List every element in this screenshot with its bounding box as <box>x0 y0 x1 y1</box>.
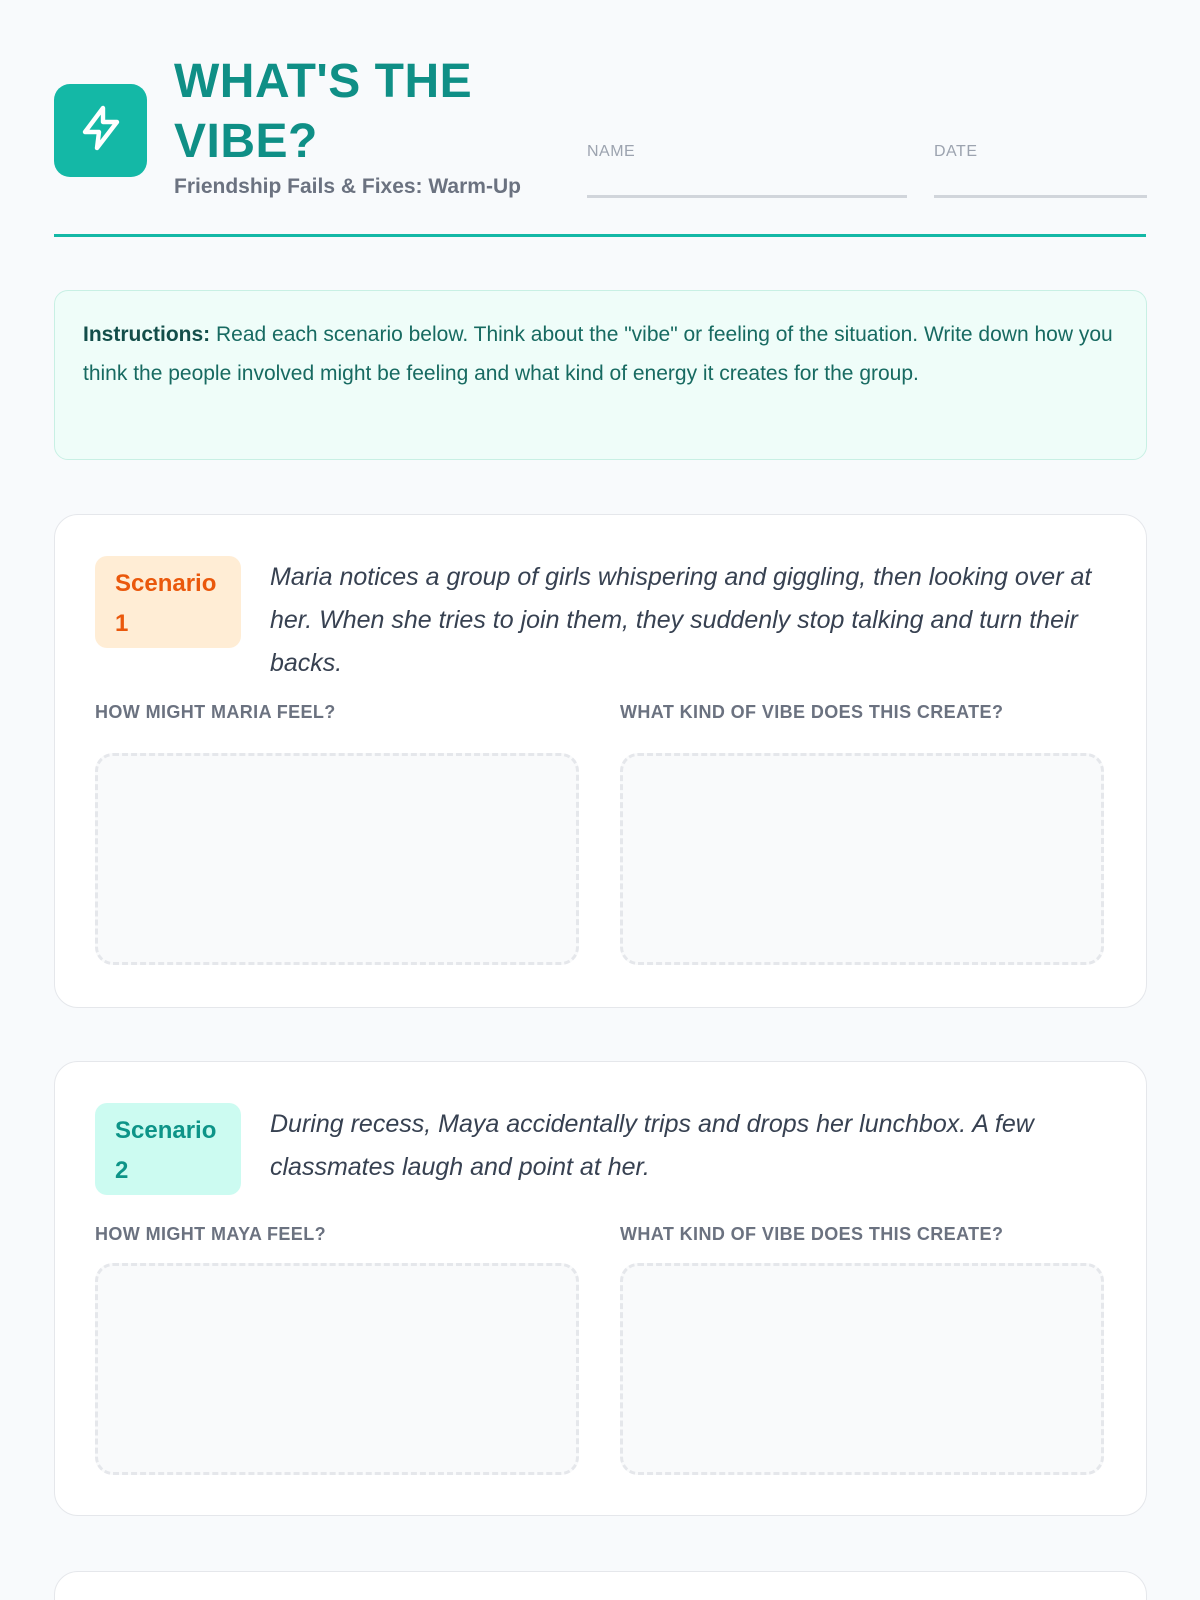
page-title: WHAT'S THE VIBE? <box>174 55 473 168</box>
lightning-icon <box>77 104 125 157</box>
feel-answer-box[interactable] <box>95 1263 579 1475</box>
page-subtitle: Friendship Fails & Fixes: Warm-Up <box>174 175 521 198</box>
logo-badge <box>54 84 147 177</box>
scenario-card <box>54 1061 1147 1516</box>
name-line[interactable] <box>587 195 907 198</box>
feel-answer-box[interactable] <box>95 753 579 965</box>
name-label: NAME <box>587 143 636 160</box>
scenario-text: During recess, Maya accidentally trips and drops her lunchbox. A few classmates laugh and point at her. <box>270 1110 1034 1181</box>
vibe-answer-box[interactable] <box>620 753 1104 965</box>
scenario-card-partial <box>54 1571 1147 1600</box>
vibe-question-label: WHAT KIND OF VIBE DOES THIS CREATE? <box>620 1224 1004 1244</box>
scenario-badge: Scenario 1 <box>95 556 241 648</box>
instructions-text: Read each scenario below. Think about the "vibe" or feeling of the situation. Write down how you think the people involved might be feeling and what kind of energy it creates for the group. <box>83 323 1113 385</box>
date-line[interactable] <box>934 195 1147 198</box>
worksheet-header <box>54 0 1146 237</box>
vibe-question-label: WHAT KIND OF VIBE DOES THIS CREATE? <box>620 702 1004 722</box>
instructions-lead: Instructions: <box>83 323 211 346</box>
date-field[interactable] <box>934 143 1147 198</box>
feel-question-label: HOW MIGHT MAYA FEEL? <box>95 1224 327 1244</box>
feel-question-label: HOW MIGHT MARIA FEEL? <box>95 702 336 722</box>
date-label: DATE <box>934 143 978 160</box>
scenario-badge: Scenario 2 <box>95 1103 241 1195</box>
scenario-text: Maria notices a group of girls whispering and giggling, then looking over at her. When she tries to join them, they suddenly stop talking and turn their backs. <box>270 563 1092 677</box>
name-field[interactable] <box>587 143 907 198</box>
vibe-answer-box[interactable] <box>620 1263 1104 1475</box>
instructions-box <box>54 290 1147 460</box>
scenario-card <box>54 514 1147 1008</box>
